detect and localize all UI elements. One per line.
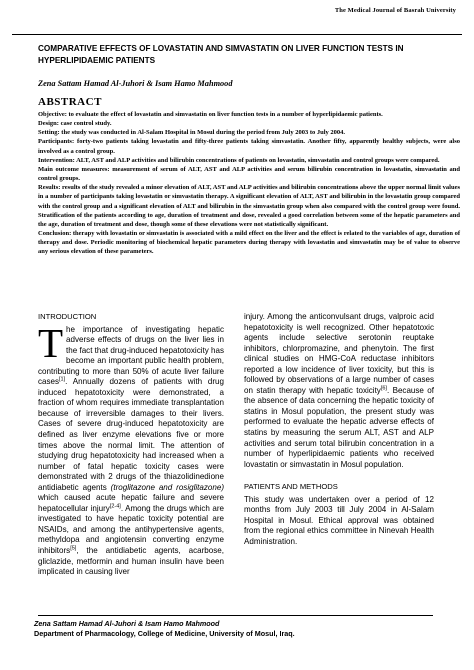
citation-1[interactable]: [1] <box>59 376 66 383</box>
citation-4[interactable]: [6] <box>380 385 387 392</box>
article-authors: Zena Sattam Hamad Al-Juhori & Isam Hamo Mahmood <box>38 79 233 88</box>
intro-text-4: . Among the drugs which are investigated to have hepatic toxicity potential are NSAIDs, and among the antihypertensive agents, methyldopa and angiotensin converting enzyme inhibitors <box>38 503 224 556</box>
footer-affiliation: Department of Pharmacology, College of Medicine, University of Mosul, Iraq. <box>34 629 295 638</box>
methods-paragraph: This study was undertaken over a period of 12 months from July 2003 till July 2004 in Al-Salam Hospital in Mosul. Ethical approval was obtained from the regional ethics committee in Ninevah Health Administration. <box>244 494 434 546</box>
introduction-paragraph <box>38 319 224 578</box>
header-rule <box>12 34 462 35</box>
intro-text-5: , the antidiabetic agents, acarbose, gliclazide, metformin and human insulin have been implicated in causing liver <box>38 546 224 577</box>
drop-cap: T <box>38 319 64 366</box>
abstract-participants: Participants: forty-two patients taking lovastatin and fifty-three patients taking simvastatin. Another fifty, apparently healthy subjects, were also involved as a control group. <box>38 138 460 155</box>
abstract-objective: Objective: to evaluate the effect of lovastatin and simvastatin on liver function tests in a number of hyperlipidaemic patients. <box>38 111 383 118</box>
abstract-body <box>38 110 460 257</box>
methods-heading: PATIENTS AND METHODS <box>244 482 338 492</box>
abstract-intervention: Intervention: ALT, AST and ALP activities and bilirubin concentrations of patients on lovastatin, simvastatin and control groups were compared. <box>38 156 440 164</box>
abstract-results: Results: results of the study revealed a minor elevation of ALT, AST and ALP activities and bilirubin concentrations above the upper normal limit values in a number of participants taking lovastatin or simvastatin therapy. A significant elevation of ALT, AST and bilirubin in the lovastatin group compared with the control group and a significant elevation of ALT and bilirubin in the simvastatin group when also compared with the control group were found. Stratification of the patients according to age, duration of treatment and dose, revealed a good correlation between some of the hepatic parameters and the age, duration of treatment and dose, though some of these elevations were not statistically significant. <box>38 184 460 228</box>
citation-3[interactable]: [5] <box>70 545 77 552</box>
abstract-measures: Main outcome measures: measurement of serum of ALT, AST and ALP activities and serum bilirubin concentration in lovastatin, simvastatin and control groups. <box>38 165 460 183</box>
intro-text-2: . Annually dozens of patients with drug induced hepatotoxicity were demonstrated, a fraction of whom requires immediate transplantation because of irreversible damages to their livers. Cases of severe drug-induced hepatotoxicity are defined as liver enzyme elevations five or more times above the normal limit. The attention of studying drug hepatotoxicity had increased when a number of fatal hepatic toxicity cases were demonstrated with 2 drugs of the thiazolidinedione antidiabetic agents <box>38 377 224 492</box>
intro-text-3: which caused acute hepatic failure and severe hepatocellular injury <box>38 493 224 513</box>
intro-italic-drugs: (troglitazone and rosiglitazone) <box>110 482 224 492</box>
abstract-conclusion: Conclusion: therapy with lovastatin or simvastatin is associated with a mild effect on the liver and the effect is related to the variables of age, duration of therapy and dose. Periodic monitoring of biochemical hepatic parameters during therapy with lovastatin and simvastatin may be of value to observe any serious elevation of these parameters. <box>38 230 460 256</box>
right-column <box>244 312 434 547</box>
introduction-continued <box>244 312 434 470</box>
intro-text-6: injury. Among the anticonvulsant drugs, valproic acid hepatotoxicity is well recognized. Other hepatotoxic agents include selective serotonin reuptake inhibitors, chlorpromazine, and phenytoin. The first clinical studies on HMG-CoA reductase inhibitors reported a low incidence of liver toxicity, but this is followed by observations of a large number of cases on statin therapy with hepatic toxicity <box>244 312 434 395</box>
intro-text-1: he importance of investigating hepatic adverse effects of drugs on the liver lies in the fact that drug-induced hepatotoxicity has become an important public health problem, contributing to more than 50% of acute liver failure cases <box>38 324 224 387</box>
footer-authors: Zena Sattam Hamad Al-Juhori & Isam Hamo Mahmood <box>34 619 220 628</box>
intro-text-7: . Because of the absence of data concerning the hepatic toxicity of statins in Mosul population, the present study was performed to evaluate the hepatic adverse effects of statins by measuring the serum ALT, AST and ALP activities and serum total bilirubin concentration in a number of hyperlipidaemic patients who received lovastatin or simvastatin in Mosul population. <box>244 385 434 469</box>
article-title: COMPARATIVE EFFECTS OF LOVASTATIN AND SIMVASTATIN ON LIVER FUNCTION TESTS IN HYPERLIPIDAEMIC PATIENTS <box>38 44 404 65</box>
introduction-heading: INTRODUCTION <box>38 312 97 321</box>
abstract-heading: ABSTRACT <box>38 96 102 108</box>
footer <box>34 619 295 639</box>
citation-2[interactable]: [2-4] <box>109 503 121 510</box>
abstract-setting: Setting: the study was conducted in Al-Salam Hospital in Mosul during the period from July 2003 to July 2004. <box>38 129 346 137</box>
journal-name: The Medical Journal of Basrah University <box>334 7 456 14</box>
footer-rule <box>38 615 433 616</box>
abstract-design: Design: case control study. <box>38 120 112 128</box>
left-column <box>38 312 224 578</box>
